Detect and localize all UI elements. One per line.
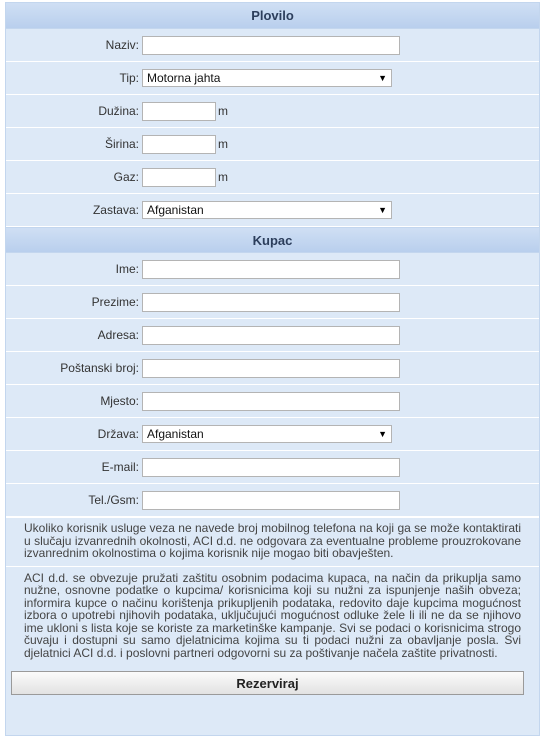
vessel-length-row [6,95,539,128]
last-name-row [6,286,539,319]
vessel-type-value: Motorna jahta [147,71,221,85]
address-row [6,319,539,352]
vessel-width-input[interactable] [142,135,216,154]
vessel-type-label: Tip: [119,71,139,85]
first-name-input[interactable] [142,260,400,279]
city-label: Mjesto: [100,394,139,408]
vessel-name-label: Naziv: [105,38,139,52]
email-label: E-mail: [101,460,139,474]
vessel-type-select[interactable] [142,69,392,87]
phone-row [6,484,539,517]
width-unit: m [218,137,228,151]
phone-label: Tel./Gsm: [88,493,139,507]
postal-code-label: Poštanski broj: [60,361,139,375]
country-select[interactable] [142,425,392,443]
country-value: Afganistan [147,427,204,441]
dropdown-arrow-icon: ▼ [378,205,387,215]
vessel-draft-input[interactable] [142,168,216,187]
city-row [6,385,539,418]
vessel-width-label: Širina: [104,137,139,151]
country-label: Država: [97,427,139,441]
address-label: Adresa: [97,328,139,342]
vessel-length-label: Dužina: [98,104,139,118]
privacy-notice: ACI d.d. se obvezuje pružati zaštitu osobnim podacima kupaca, na način da prikuplja samo nužne, osnovne podatke o kupcima/ korisnicima koji su nužni za ispunjenje naših obveza; informira kupce o načinu korištenja prikupljenih podataka, redovito daje kupcima mogućnost izbora o upotrebi njihovih podataka, uključujući mogućnost odluke žele li ili ne da se njihovo ime ukloni s lista koje se koriste za marketinške kampanje. Svi se podaci o korisnicima strogo čuvaju i dostupni su samo djelatnicima kojima su ti podaci nužni za obavljanje posla. Svi djelatnici ACI d.d. i poslovni partneri odgovorni su za poštivanje načela zaštite privatnosti. [6,566,539,666]
first-name-row [6,253,539,286]
vessel-length-input[interactable] [142,102,216,121]
vessel-draft-label: Gaz: [113,170,139,184]
reservation-form [5,2,540,736]
country-row [6,418,539,451]
reserve-button[interactable]: Rezerviraj [11,671,524,695]
vessel-type-row [6,62,539,95]
vessel-flag-select[interactable] [142,201,392,219]
phone-notice: Ukoliko korisnik usluge veza ne navede broj mobilnog telefona na koji ga se može kontaktirati u slučaju izvanrednih okolnosti, ACI d.d. ne odgovara za eventualne probleme prouzrokovane izvanrednim okolnostima o kojima korisnik nije mogao biti obavješten. [6,517,539,566]
length-unit: m [218,104,228,118]
vessel-name-row [6,29,539,62]
postal-code-row [6,352,539,385]
first-name-label: Ime: [115,262,139,276]
city-input[interactable] [142,392,400,411]
vessel-width-row [6,128,539,161]
phone-input[interactable] [142,491,400,510]
vessel-draft-row [6,161,539,194]
last-name-label: Prezime: [91,295,139,309]
vessel-flag-value: Afganistan [147,203,204,217]
email-input[interactable] [142,458,400,477]
postal-code-input[interactable] [142,359,400,378]
last-name-input[interactable] [142,293,400,312]
vessel-flag-row [6,194,539,227]
dropdown-arrow-icon: ▼ [378,73,387,83]
email-row [6,451,539,484]
vessel-section-header: Plovilo [6,3,539,29]
vessel-name-input[interactable] [142,36,400,55]
vessel-flag-label: Zastava: [92,203,139,217]
address-input[interactable] [142,326,400,345]
draft-unit: m [218,170,228,184]
customer-section-header: Kupac [6,227,539,253]
dropdown-arrow-icon: ▼ [378,429,387,439]
